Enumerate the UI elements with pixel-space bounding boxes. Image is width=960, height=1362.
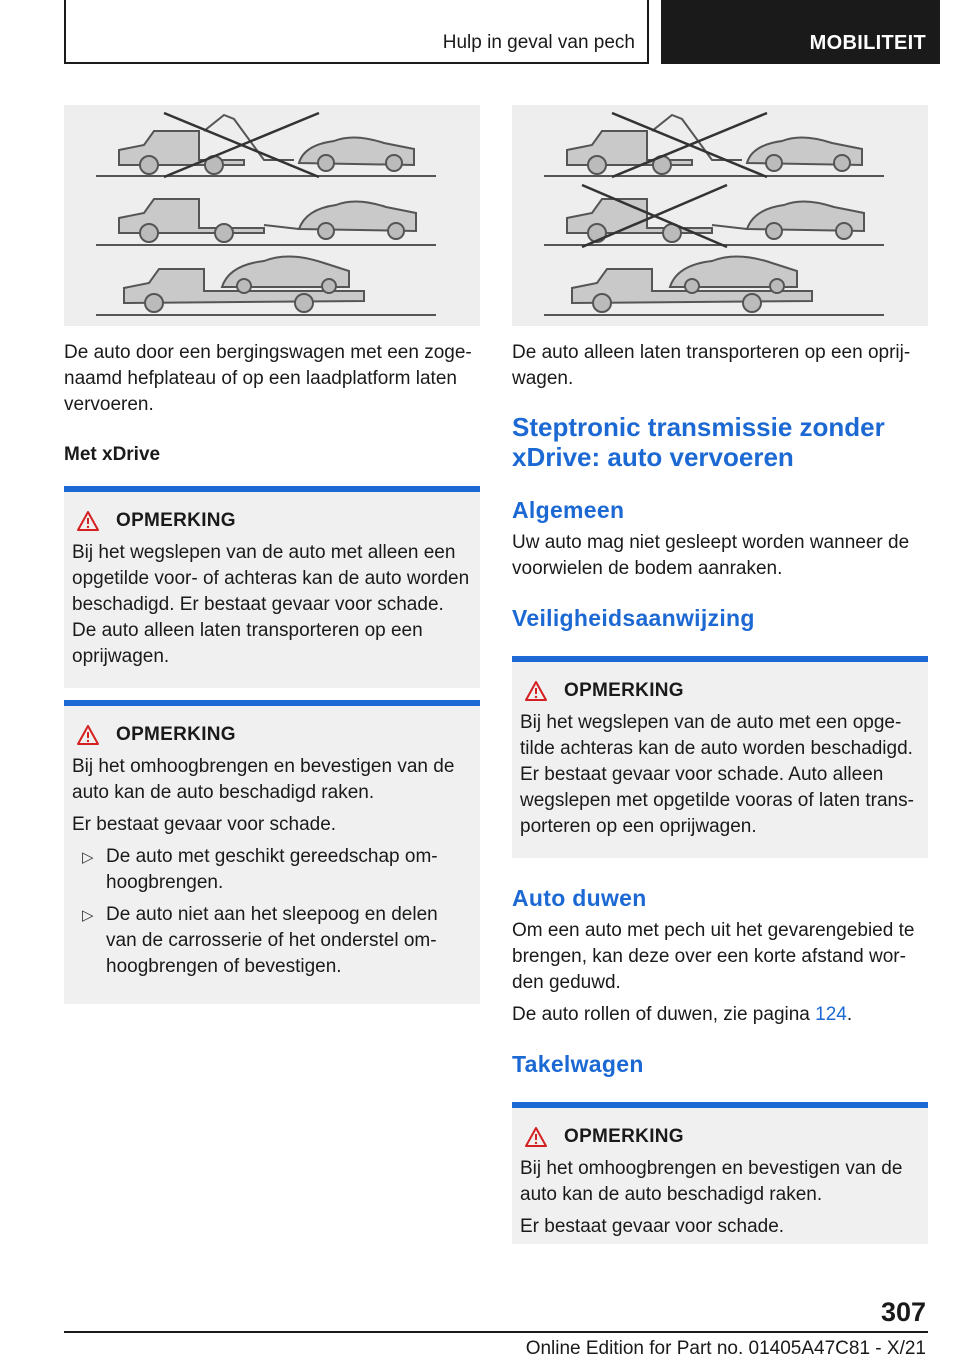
chapter-header	[661, 0, 940, 64]
subheading-xdrive: Met xDrive	[64, 444, 161, 465]
figure-caption: De auto door een bergingswagen met een zogenaamd hefplateau of op een laadplatform laten vervoeren.	[64, 342, 472, 415]
bullet-triangle-icon: ▷	[82, 849, 94, 866]
subheading-takelwagen: Takelwagen	[512, 1051, 644, 1077]
towing-illustration-left	[64, 105, 480, 326]
towing-illustration-right	[512, 105, 928, 326]
bullet-triangle-icon: ▷	[82, 907, 94, 924]
section-title: Hulp in geval van pech	[442, 32, 635, 53]
page-reference-link[interactable]: 124	[815, 1004, 847, 1025]
warning-icon	[524, 1126, 548, 1148]
list-item: ▷ De auto niet aan het sleepoog en delen van de carrosserie of het onderstel omhoogbrengen of bevestigen.	[82, 904, 438, 977]
note-title: OPMERKING	[564, 680, 684, 701]
note-text: Bij het omhoogbrengen en bevestigen van de auto kan de auto beschadigd raken.	[72, 756, 455, 803]
page-number: 307	[880, 1297, 926, 1327]
subheading-veiligheid: Veiligheidsaanwijzing	[512, 605, 755, 631]
paragraph: Uw auto mag niet gesleept worden wanneer de voorwielen de bodem aanraken.	[512, 532, 910, 579]
note-text: Bij het wegslepen van de auto met een opgetilde achteras kan de auto worden beschadigd. Er bestaat gevaar voor schade. Auto alleen wegslepen met opgetilde vooras of laten transporteren op een oprijwagen.	[520, 712, 914, 837]
warning-note	[64, 486, 480, 688]
warning-icon	[76, 510, 100, 532]
figure-caption: De auto alleen laten transporteren op een oprijwagen.	[512, 342, 911, 389]
right-column	[512, 105, 928, 1244]
note-title: OPMERKING	[116, 724, 236, 745]
note-title: OPMERKING	[564, 1126, 684, 1147]
subheading-algemeen: Algemeen	[512, 497, 625, 523]
paragraph-with-link: De auto rollen of duwen, zie pagina 124.	[512, 1004, 853, 1025]
edition-text: Online Edition for Part no. 01405A47C81 - X/21	[525, 1338, 926, 1359]
note-text: Er bestaat gevaar voor schade.	[72, 814, 337, 835]
warning-note	[512, 656, 928, 858]
note-title: OPMERKING	[116, 510, 236, 531]
subheading-auto-duwen: Auto duwen	[512, 885, 647, 911]
section-heading: Steptronic transmissie zonder xDrive: auto vervoeren	[512, 412, 885, 472]
chapter-title: MOBILITEIT	[809, 32, 926, 54]
paragraph: Om een auto met pech uit het gevarengebied te brengen, kan deze over een korte afstand worden geduwd.	[512, 920, 915, 993]
warning-icon	[76, 724, 100, 746]
note-text: Er bestaat gevaar voor schade.	[520, 1216, 785, 1237]
note-text: Bij het wegslepen van de auto met alleen een opgetilde voor- of achteras kan de auto worden beschadigd. Er bestaat gevaar voor schade. De auto alleen laten transporteren op een oprijwagen.	[72, 542, 470, 667]
warning-icon	[524, 680, 548, 702]
warning-note	[512, 1102, 928, 1244]
warning-note	[64, 700, 480, 1004]
left-column	[64, 105, 480, 1004]
note-list	[72, 844, 472, 980]
note-text: Bij het omhoogbrengen en bevestigen van de auto kan de auto beschadigd raken.	[520, 1158, 903, 1205]
list-item: ▷ De auto met geschikt gereedschap omhoogbrengen.	[82, 846, 438, 893]
section-header	[64, 0, 649, 64]
footer-divider	[64, 1331, 928, 1333]
